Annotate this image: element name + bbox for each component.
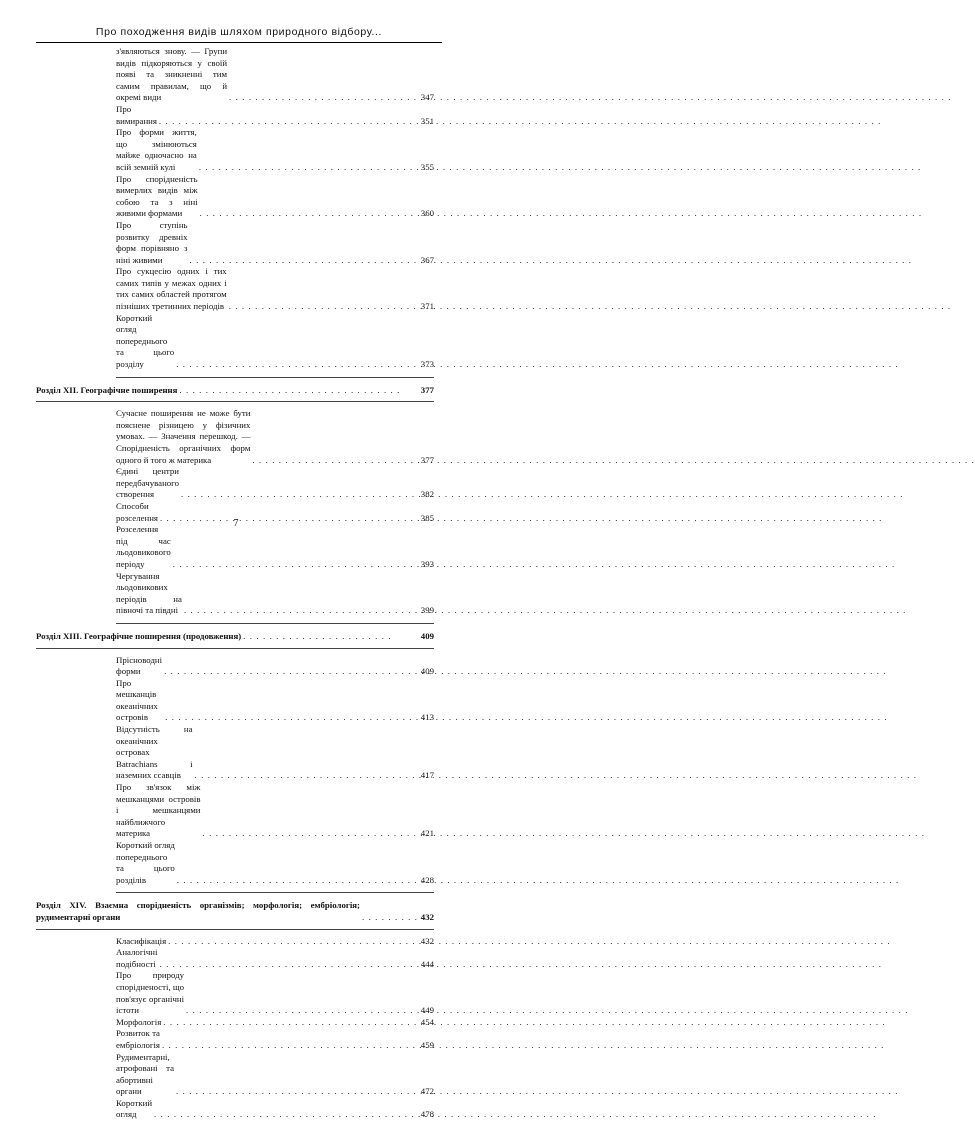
toc-entry: Про спорідненість вимерлих видів між собою та з ніні живими формами . . . 360 xyxy=(116,174,434,220)
toc-entry: Розселення під час льодовикового періоду . . . 393 xyxy=(116,524,434,570)
chapter-heading-xiii: Розділ ХІІІ. Географічне поширення (продовження) . . . . . . . . . . . . . . . . . . . . . . . 409 xyxy=(36,630,434,641)
toc-group-xiv xyxy=(116,936,434,1121)
toc-entry: Прісноводні форми . . . 409 xyxy=(116,655,434,678)
divider xyxy=(116,623,434,624)
toc-entry: Про форми життя, що змінюються майже одночасно на всій земній кулі . . . 355 xyxy=(116,127,434,173)
table-of-contents xyxy=(36,46,442,1121)
toc-entry: Про ступінь розвитку древніх форм порівняно з ніні живими . . . 367 xyxy=(116,220,434,266)
toc-entry: Чергування льодовикових періодів на півночі та півдні . . . 399 xyxy=(116,571,434,617)
toc-entry: Про природу спорідненості, що пов'язує органічні істоти . . . 449 xyxy=(116,970,434,1016)
divider xyxy=(36,929,434,930)
divider xyxy=(116,377,434,378)
toc-entry: Рудиментарні, атрофовані та абортивні органи . . . 472 xyxy=(116,1052,434,1098)
toc-entry: Способи розселення . . . 385 xyxy=(116,501,434,524)
page-number: 7 xyxy=(233,518,239,529)
divider xyxy=(116,892,434,893)
toc-entry: з'являються знову. — Групи видів підкоряються у своїй появі та зникненні тим самим правилам, що й окремі види . . . 347 xyxy=(116,46,434,104)
running-header: Про походження видів шляхом природного відбору... xyxy=(95,26,383,38)
toc-entry: Короткий огляд попереднього та цього розділів . . . 428 xyxy=(116,840,434,886)
divider xyxy=(36,648,434,649)
toc-entry: Морфологія . . . 454 xyxy=(116,1017,434,1029)
toc-entry: Короткий огляд . . . 478 xyxy=(116,1098,434,1121)
toc-entry: Про сукцесію одних і тих самих типів у межах одних і тих самих областей протягом пізніших третинних періодів . . . 371 xyxy=(116,266,434,312)
chapter-heading-xiv: Розділ XIV. Взаємна спорідненість організмів; морфологія; ембріологія; рудиментарні органи . . . . . . . . . 432 xyxy=(36,900,434,922)
toc-entry: Аналогічні подібності . . . 444 xyxy=(116,947,434,970)
header-rule xyxy=(36,42,442,43)
toc-entry: Короткий огляд попереднього та цього розділу . . . 373 xyxy=(116,313,434,371)
toc-entry: Про мешканців океанічних островів . . . 413 xyxy=(116,678,434,724)
toc-entry: Єдині центри передбачуваного створення . . . 382 xyxy=(116,466,434,501)
toc-group-continued xyxy=(116,46,434,371)
chapter-heading-xii: Розділ ХІІ. Географічне поширення . . . . . . . . . . . . . . . . . . . . . . . . . . . . . . . . . . 377 xyxy=(36,384,434,395)
toc-group-xiii xyxy=(116,655,434,887)
toc-entry: Розвиток та ембріологія . . . 459 xyxy=(116,1028,434,1051)
toc-entry: Відсутність на океанічних островах Batrachians і наземних ссавців . . . 417 xyxy=(116,724,434,782)
divider xyxy=(36,401,434,402)
toc-group-xii xyxy=(116,408,434,617)
toc-entry: Класифікація . . . 432 xyxy=(116,936,434,948)
toc-entry: Про зв'язок між мешканцями островів і мешканцями найближчого материка . . . 421 xyxy=(116,782,434,840)
toc-entry: Сучасне поширення не може бути пояснене різницею у фізичних умовах. — Значення перешкод. — Спорідненість органічних форм одного й того ж материка . . . 377 xyxy=(116,408,434,466)
toc-entry: Про вимирання . . . 351 xyxy=(116,104,434,127)
